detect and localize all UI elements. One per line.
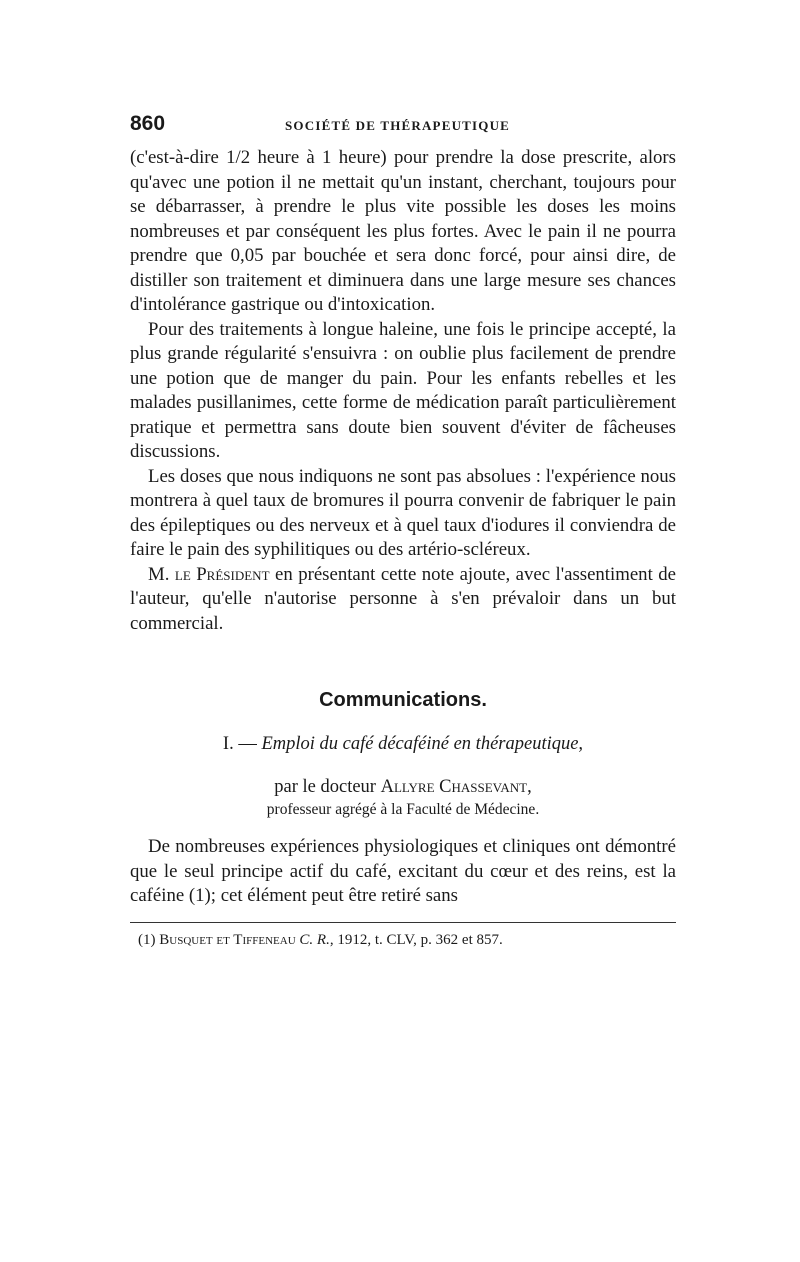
paragraph-doses: Les doses que nous indiquons ne sont pas absolues : l'expérience nous montrera à quel taux de bromures il pourra convenir de fabriquer le pain des épileptiques ou des nerveux et à quel taux d'iodures il conviendra de faire le pain des syphilitiques ou des artério-scléreux. xyxy=(130,465,676,560)
author-affiliation: professeur agrégé à la Faculté de Médecine. xyxy=(266,801,540,818)
article-heading xyxy=(130,734,676,755)
paragraph-continuation: (c'est-à-dire 1/2 heure à 1 heure) pour prendre la dose prescrite, alors qu'avec une potion il ne mettait qu'un instant, cherchant, toujours pour se débarrasser, à prendre le plus vite possible les doses les moins nombreuses et par conséquent les plus fortes. Avec le pain il ne pourra prendre que 0,05 par bouchée et sera donc forcé, pour ainsi dire, de distiller son traitement et diminuera dans une large mesure ses chances d'intolérance gastrique ou d'intoxication. xyxy=(130,147,676,315)
footnote xyxy=(130,930,676,950)
paragraph-president-remark xyxy=(130,563,676,637)
article-author xyxy=(130,775,676,799)
section-title: Communications. xyxy=(319,689,487,711)
footnote-journal: C. R. xyxy=(299,931,330,948)
president-prefix: M. xyxy=(148,563,175,585)
book-page xyxy=(130,112,676,950)
footnote-rest: , 1912, t. CLV, p. 362 et 857. xyxy=(329,931,503,948)
footnote-marker: (1) xyxy=(138,931,160,948)
president-speaker: le Président xyxy=(174,563,270,585)
footnote-divider xyxy=(130,922,676,923)
running-head: SOCIÉTÉ DE THÉRAPEUTIQUE xyxy=(285,118,511,133)
article-number: I. — xyxy=(222,734,262,754)
footnote-authors: Busquet et Tiffeneau xyxy=(159,931,296,948)
article-title: Emploi du café décaféiné en thérapeutique, xyxy=(261,734,584,754)
author-name: Allyre Chassevant, xyxy=(380,777,532,797)
page-number: 860 xyxy=(130,112,166,135)
page-header xyxy=(130,112,676,146)
author-prefix: par le docteur xyxy=(274,777,381,797)
paragraph-long-treatments: Pour des traitements à longue haleine, une fois le principe accepté, la plus grande régularité s'ensuivra : on oublie plus facilement de prendre une potion que de manger du pain. Pour les enfants rebelles et les malades pusillanimes, cette forme de médication paraît particulièrement pratique et permettra sans doute bien souvent d'éviter de fâcheuses discussions. xyxy=(130,318,676,462)
article-intro-paragraph: De nombreuses expériences physiologiques et cliniques ont démontré que le seul principe actif du café, excitant du cœur et des reins, est la caféine (1); cet élément peut être retiré sans xyxy=(130,836,676,906)
president-text: en présentant cette note ajoute, avec l'assentiment de l'auteur, qu'elle n'autorise personne à s'en prévaloir dans un but commercial. xyxy=(130,563,676,634)
